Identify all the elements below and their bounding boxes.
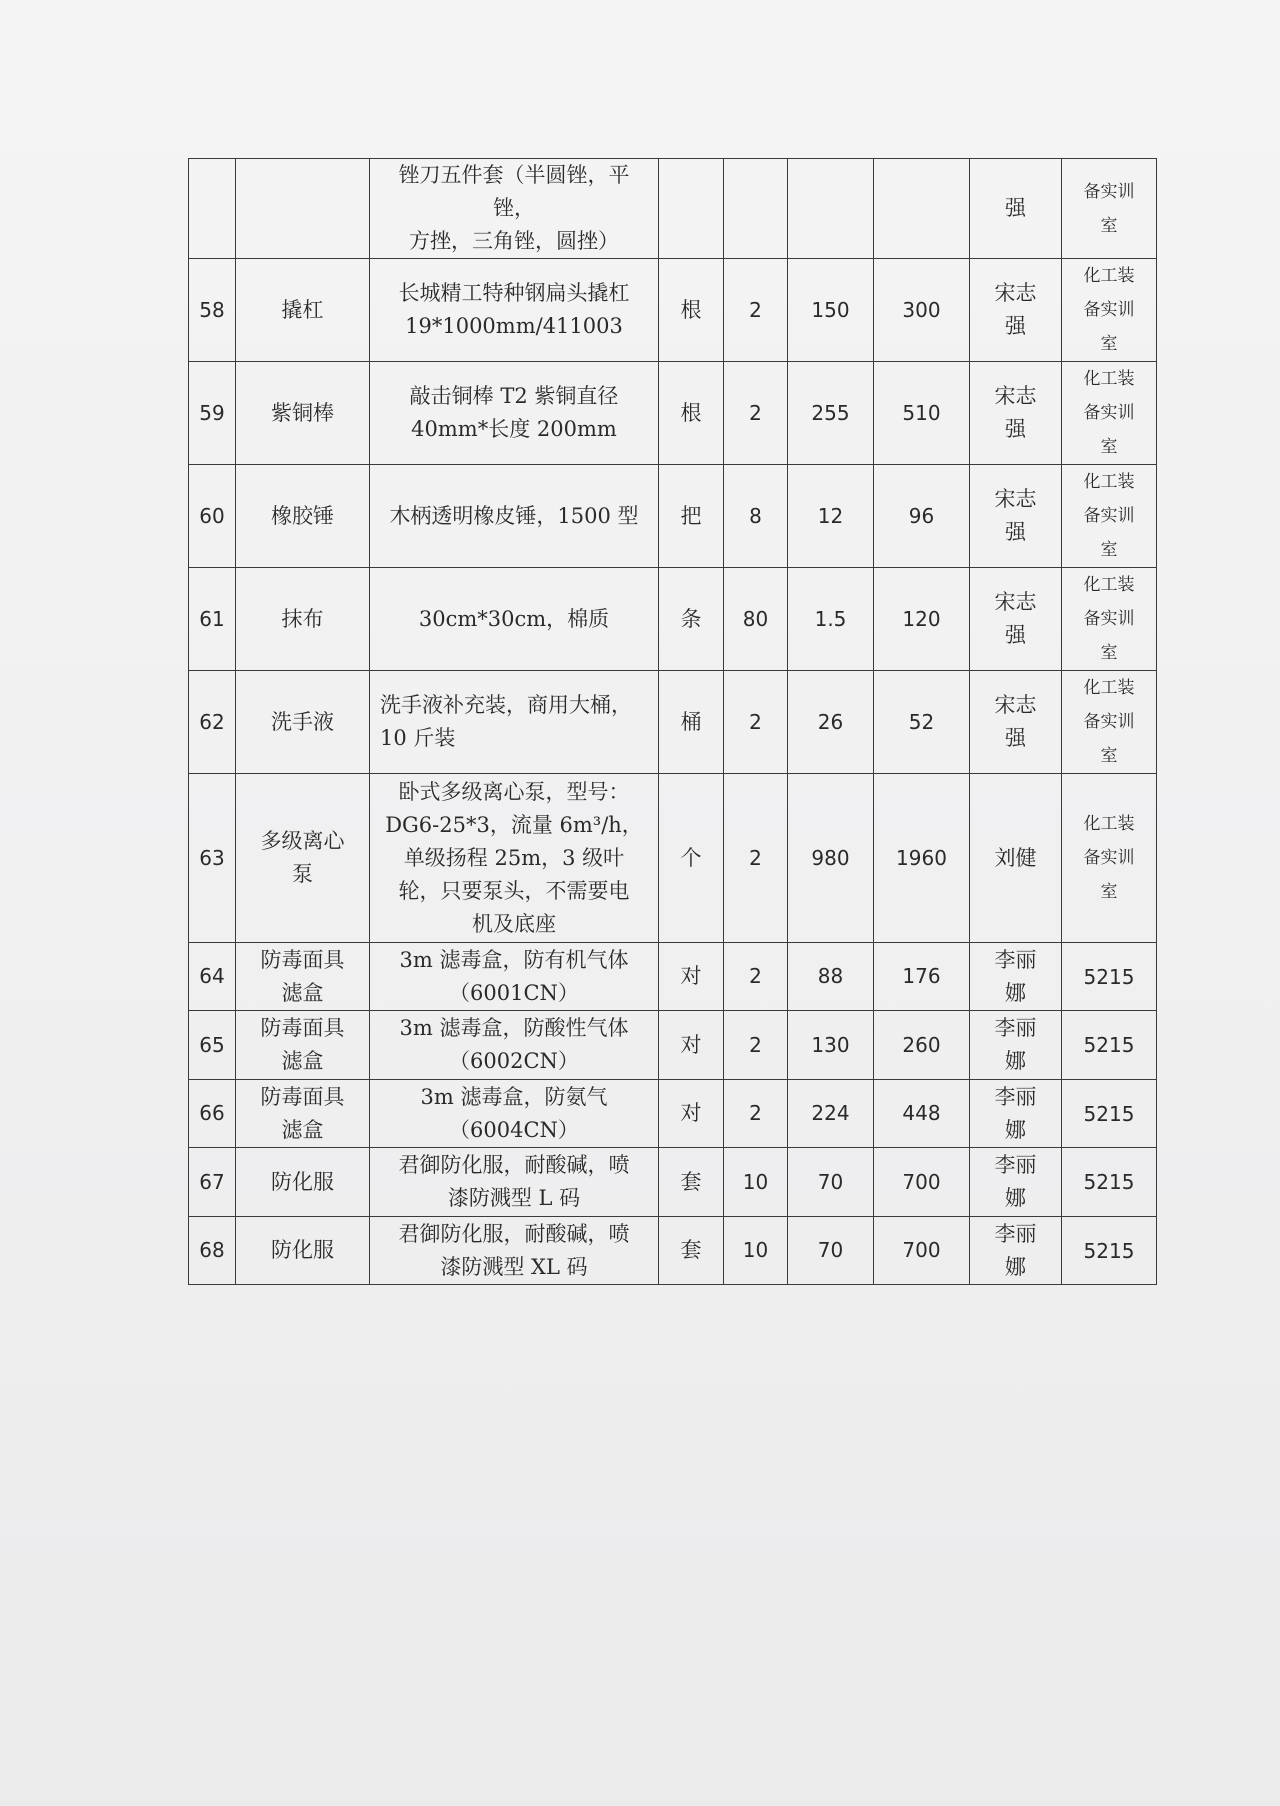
- table-row: [189, 671, 1157, 774]
- responsible-person: 宋志 强: [970, 362, 1062, 465]
- item-quantity: 8: [724, 465, 788, 568]
- row-number: 65: [189, 1011, 236, 1080]
- table-row: [189, 568, 1157, 671]
- responsible-person: 李丽 娜: [970, 1080, 1062, 1148]
- table-row: [189, 362, 1157, 465]
- storage-location: 5215: [1062, 1080, 1157, 1148]
- item-spec: 3m 滤毒盒，防有机气体 （6001CN）: [370, 943, 659, 1011]
- responsible-person: 宋志 强: [970, 568, 1062, 671]
- item-name: 多级离心 泵: [236, 774, 370, 943]
- storage-location: 化工装 备实训 室: [1062, 671, 1157, 774]
- item-unit: 根: [659, 362, 724, 465]
- table-row: [189, 159, 1157, 259]
- item-total: 448: [874, 1080, 970, 1148]
- responsible-person: 李丽 娜: [970, 943, 1062, 1011]
- storage-location: 5215: [1062, 1217, 1157, 1285]
- item-unit-price: 980: [788, 774, 874, 943]
- item-total: 96: [874, 465, 970, 568]
- item-name: 防毒面具 滤盒: [236, 1080, 370, 1148]
- storage-location: 化工装 备实训 室: [1062, 568, 1157, 671]
- item-name: 防化服: [236, 1217, 370, 1285]
- item-total: 510: [874, 362, 970, 465]
- item-unit-price: 150: [788, 259, 874, 362]
- item-name: 紫铜棒: [236, 362, 370, 465]
- item-unit: 根: [659, 259, 724, 362]
- table-row: [189, 1217, 1157, 1285]
- item-spec: 3m 滤毒盒，防酸性气体 （6002CN）: [370, 1011, 659, 1080]
- storage-location: 5215: [1062, 1148, 1157, 1217]
- responsible-person: 强: [970, 159, 1062, 259]
- item-name: 洗手液: [236, 671, 370, 774]
- row-number: 62: [189, 671, 236, 774]
- item-unit: 个: [659, 774, 724, 943]
- row-number: 63: [189, 774, 236, 943]
- item-total: 700: [874, 1217, 970, 1285]
- item-name: 撬杠: [236, 259, 370, 362]
- item-unit: 对: [659, 1080, 724, 1148]
- item-total: 300: [874, 259, 970, 362]
- item-unit-price: 224: [788, 1080, 874, 1148]
- row-number: 60: [189, 465, 236, 568]
- item-quantity: 2: [724, 774, 788, 943]
- item-unit: 对: [659, 1011, 724, 1080]
- table-row: [189, 943, 1157, 1011]
- item-spec: 30cm*30cm，棉质: [370, 568, 659, 671]
- item-quantity: 80: [724, 568, 788, 671]
- storage-location: 化工装 备实训 室: [1062, 362, 1157, 465]
- item-unit-price: 130: [788, 1011, 874, 1080]
- responsible-person: 宋志 强: [970, 465, 1062, 568]
- item-unit-price: 70: [788, 1217, 874, 1285]
- responsible-person: 宋志 强: [970, 259, 1062, 362]
- row-number: 68: [189, 1217, 236, 1285]
- row-number: 66: [189, 1080, 236, 1148]
- item-name: 橡胶锤: [236, 465, 370, 568]
- item-unit: 桶: [659, 671, 724, 774]
- table-row: [189, 774, 1157, 943]
- equipment-table: [188, 158, 1157, 1285]
- item-quantity: 2: [724, 943, 788, 1011]
- item-spec: 敲击铜棒 T2 紫铜直径 40mm*长度 200mm: [370, 362, 659, 465]
- item-unit-price: 88: [788, 943, 874, 1011]
- responsible-person: 李丽 娜: [970, 1148, 1062, 1217]
- row-number: 61: [189, 568, 236, 671]
- item-unit: 把: [659, 465, 724, 568]
- item-quantity: 10: [724, 1217, 788, 1285]
- item-unit: 套: [659, 1148, 724, 1217]
- item-total: 1960: [874, 774, 970, 943]
- row-number: 59: [189, 362, 236, 465]
- table-row: [189, 259, 1157, 362]
- storage-location: 化工装 备实训 室: [1062, 259, 1157, 362]
- responsible-person: 李丽 娜: [970, 1011, 1062, 1080]
- item-total: 700: [874, 1148, 970, 1217]
- storage-location: 备实训 室: [1062, 159, 1157, 259]
- item-spec: 锉刀五件套（半圆锉，平锉， 方挫，三角锉，圆挫）: [370, 159, 659, 259]
- item-spec: 卧式多级离心泵，型号： DG6-25*3，流量 6m³/h， 单级扬程 25m，3 级叶 轮，只要泵头，不需要电 机及底座: [370, 774, 659, 943]
- table-row: [189, 1011, 1157, 1080]
- item-unit-price: [788, 159, 874, 259]
- responsible-person: 宋志 强: [970, 671, 1062, 774]
- item-quantity: 2: [724, 1011, 788, 1080]
- item-total: 52: [874, 671, 970, 774]
- item-spec: 君御防化服，耐酸碱，喷 漆防溅型 L 码: [370, 1148, 659, 1217]
- item-quantity: 2: [724, 259, 788, 362]
- row-number: 58: [189, 259, 236, 362]
- item-unit-price: 12: [788, 465, 874, 568]
- item-name: [236, 159, 370, 259]
- item-spec: 木柄透明橡皮锤，1500 型: [370, 465, 659, 568]
- item-unit-price: 70: [788, 1148, 874, 1217]
- item-quantity: 10: [724, 1148, 788, 1217]
- row-number: 64: [189, 943, 236, 1011]
- item-total: 176: [874, 943, 970, 1011]
- item-spec: 君御防化服，耐酸碱，喷 漆防溅型 XL 码: [370, 1217, 659, 1285]
- item-total: [874, 159, 970, 259]
- table-row: [189, 465, 1157, 568]
- item-name: 防毒面具 滤盒: [236, 943, 370, 1011]
- storage-location: 5215: [1062, 943, 1157, 1011]
- table-row: [189, 1148, 1157, 1217]
- row-number: 67: [189, 1148, 236, 1217]
- responsible-person: 李丽 娜: [970, 1217, 1062, 1285]
- item-spec: 长城精工特种钢扁头撬杠 19*1000mm/411003: [370, 259, 659, 362]
- item-unit: [659, 159, 724, 259]
- item-unit-price: 255: [788, 362, 874, 465]
- item-name: 抹布: [236, 568, 370, 671]
- item-unit: 条: [659, 568, 724, 671]
- storage-location: 化工装 备实训 室: [1062, 465, 1157, 568]
- item-spec: 洗手液补充装，商用大桶， 10 斤装: [370, 671, 659, 774]
- item-quantity: 2: [724, 1080, 788, 1148]
- item-quantity: 2: [724, 362, 788, 465]
- table-row: [189, 1080, 1157, 1148]
- item-unit: 对: [659, 943, 724, 1011]
- item-quantity: [724, 159, 788, 259]
- item-unit-price: 26: [788, 671, 874, 774]
- item-name: 防毒面具 滤盒: [236, 1011, 370, 1080]
- item-quantity: 2: [724, 671, 788, 774]
- responsible-person: 刘健: [970, 774, 1062, 943]
- storage-location: 5215: [1062, 1011, 1157, 1080]
- item-name: 防化服: [236, 1148, 370, 1217]
- row-number: [189, 159, 236, 259]
- storage-location: 化工装 备实训 室: [1062, 774, 1157, 943]
- item-total: 120: [874, 568, 970, 671]
- item-unit-price: 1.5: [788, 568, 874, 671]
- item-total: 260: [874, 1011, 970, 1080]
- item-spec: 3m 滤毒盒，防氨气 （6004CN）: [370, 1080, 659, 1148]
- item-unit: 套: [659, 1217, 724, 1285]
